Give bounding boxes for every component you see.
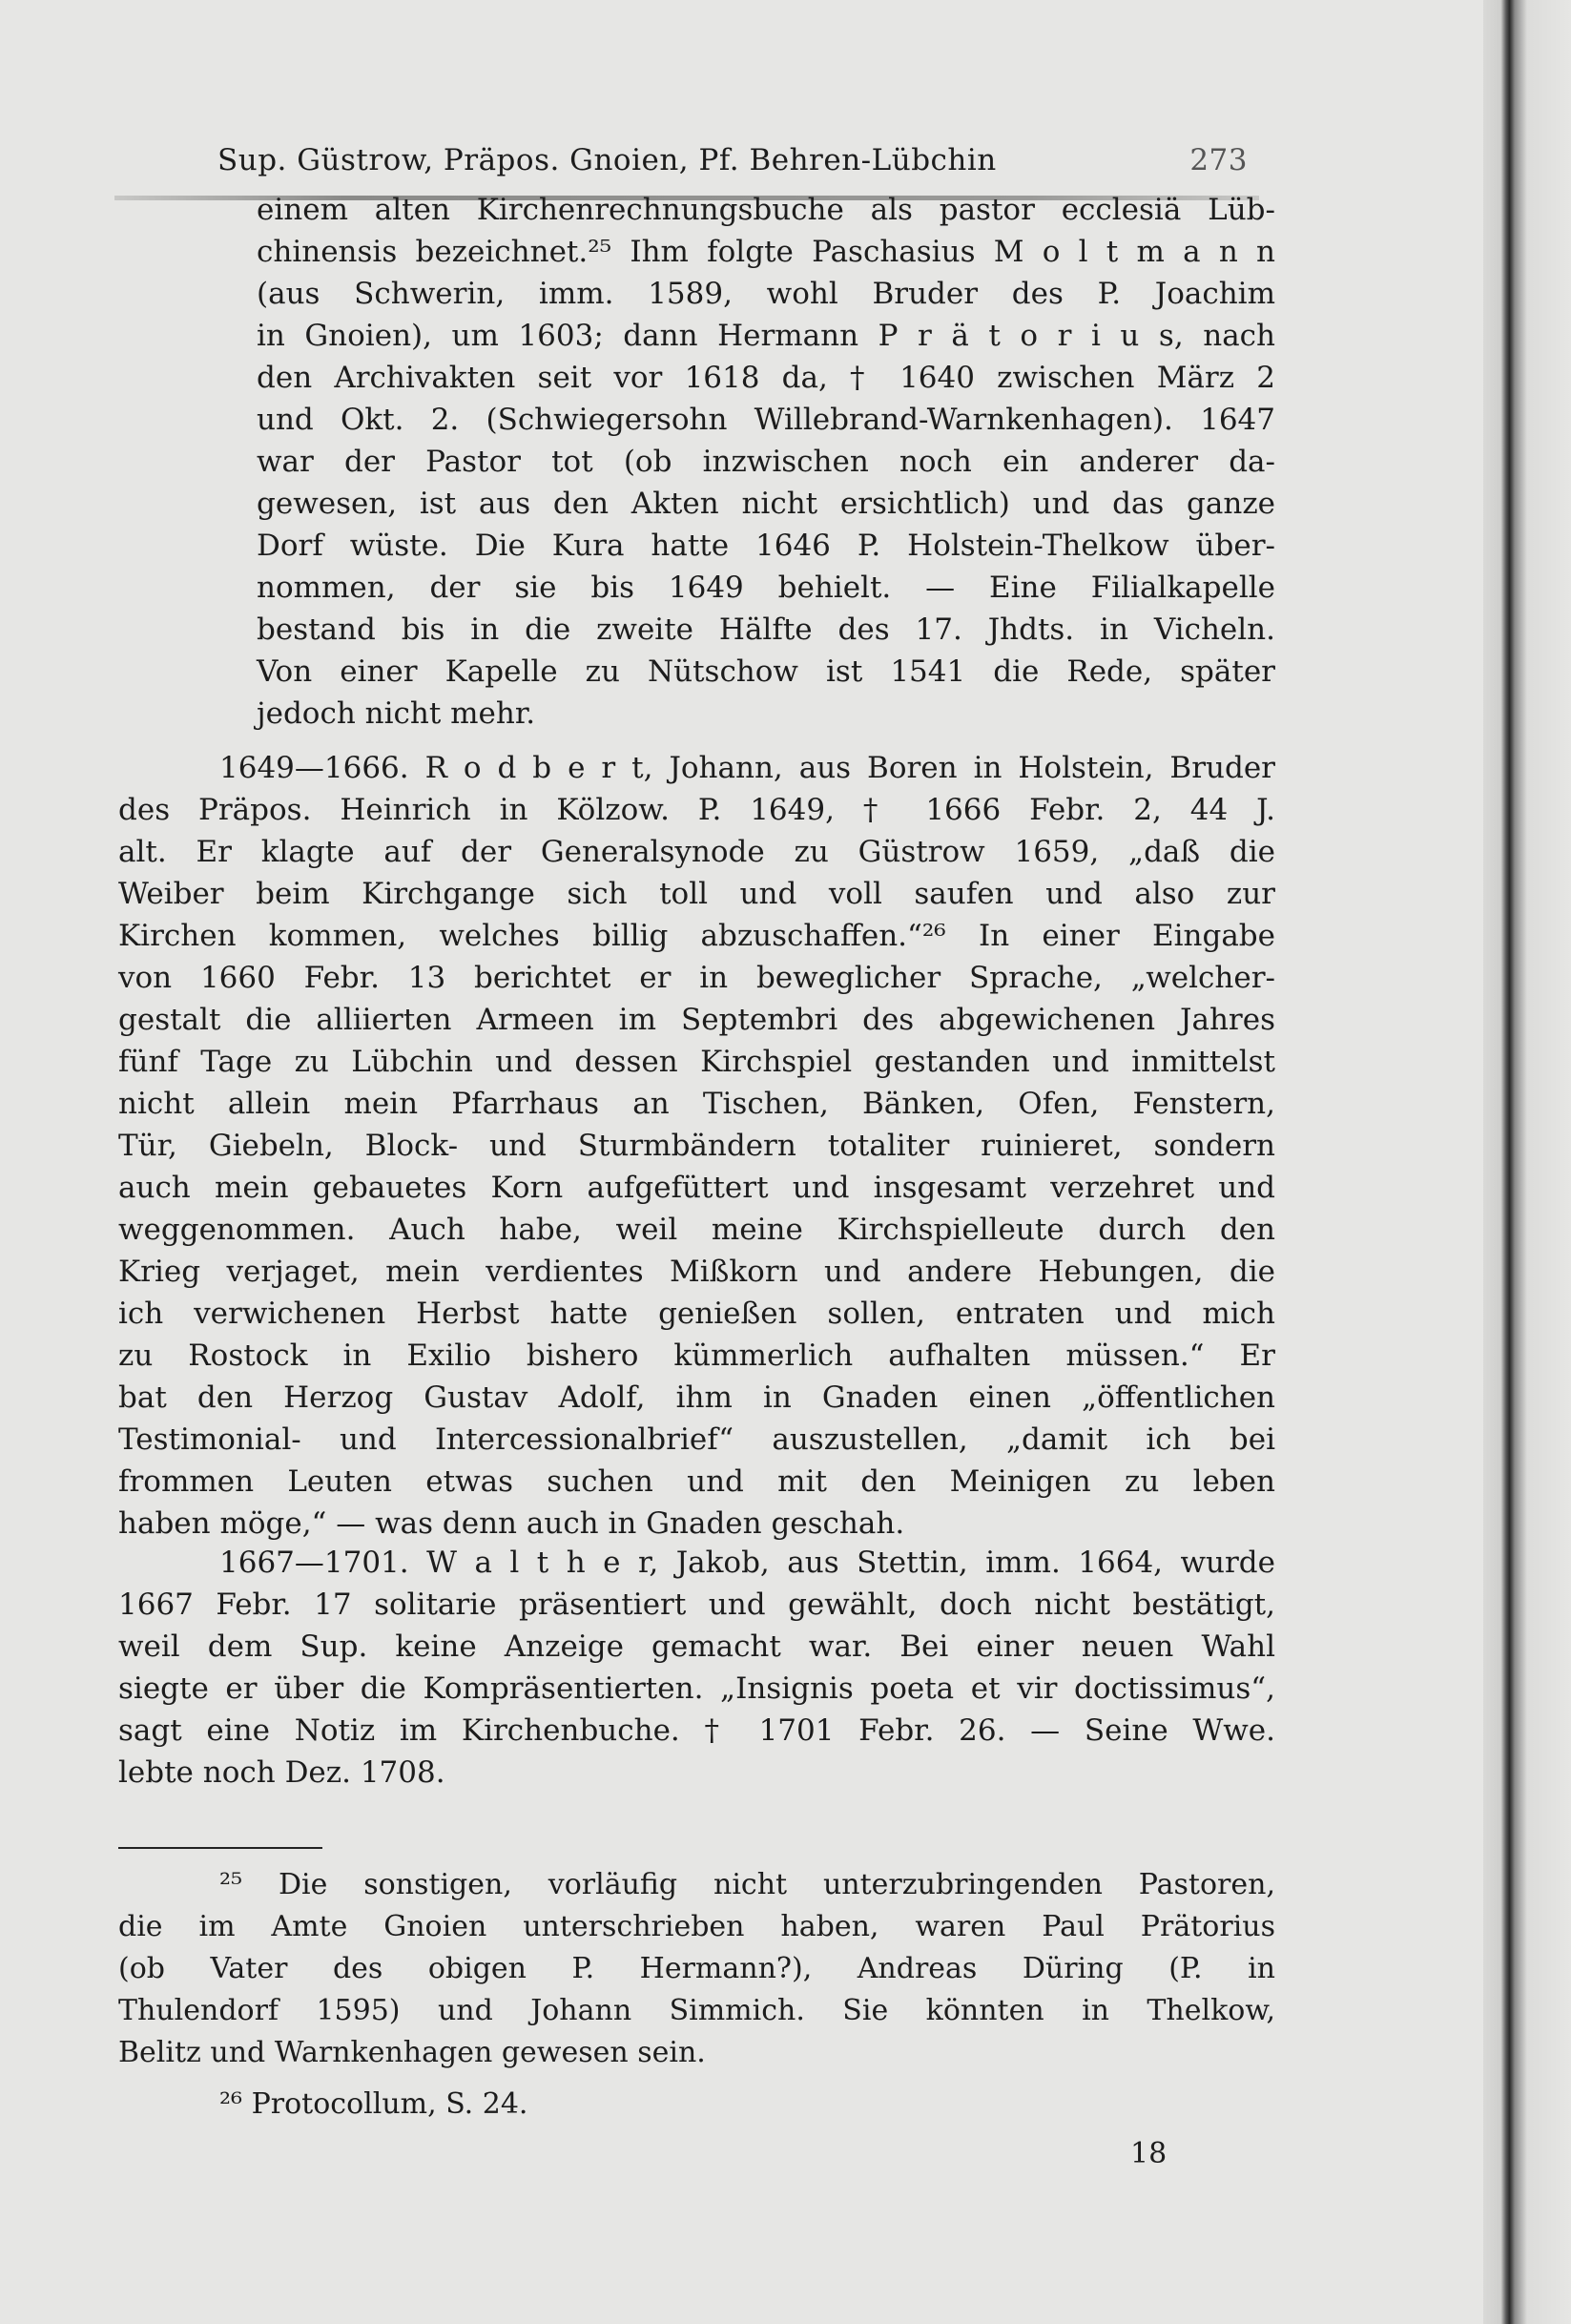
text-line: bat den Herzog Gustav Adolf, ihm in Gnaden einen „öffentlichen [118, 1380, 1275, 1415]
text-line: Tür, Giebeln, Block- und Sturmbändern totaliter ruinieret, sondern [118, 1129, 1275, 1163]
text-line: bestand bis in die zweite Hälfte des 17. Jhdts. in Vicheln. [257, 612, 1275, 647]
paragraph-2 [118, 747, 1275, 1545]
text-line: die im Amte Gnoien unterschrieben haben, waren Paul Prätorius [118, 1910, 1275, 1943]
text-line: zu Rostock in Exilio bishero kümmerlich aufhalten müssen.“ Er [118, 1338, 1275, 1373]
text-line: Krieg verjaget, mein verdientes Mißkorn und andere Hebungen, die [118, 1255, 1275, 1289]
text-line: und Okt. 2. (Schwiegersohn Willebrand-Warnkenhagen). 1647 [257, 403, 1275, 437]
text-line: (ob Vater des obigen P. Hermann?), Andreas Düring (P. in [118, 1952, 1275, 1985]
book-spine-edge [1483, 0, 1571, 2324]
text-line: Belitz und Warnkenhagen gewesen sein. [118, 2036, 706, 2069]
text-line: gestalt die alliierten Armeen im Septembri des abgewichenen Jahres [118, 1003, 1275, 1037]
text-line: war der Pastor tot (ob inzwischen noch ein anderer da- [257, 445, 1275, 479]
text-line: des Präpos. Heinrich in Kölzow. P. 1649, † 1666 Febr. 2, 44 J. [118, 793, 1275, 827]
text-line: Dorf wüste. Die Kura hatte 1646 P. Holstein-Thelkow über- [257, 529, 1275, 563]
text-line: in Gnoien), um 1603; dann Hermann P r ä t o r i u s, nach [257, 319, 1275, 353]
text-line: den Archivakten seit vor 1618 da, † 1640 zwischen März 2 [257, 361, 1275, 395]
header-title: Sup. Güstrow, Präpos. Gnoien, Pf. Behren-Lübchin [217, 143, 997, 177]
footnotes [118, 1864, 1275, 2126]
text-line: lebte noch Dez. 1708. [118, 1755, 445, 1790]
text-line: frommen Leuten etwas suchen und mit den Meinigen zu leben [118, 1464, 1275, 1499]
text-line: nicht allein mein Pfarrhaus an Tischen, Bänken, Ofen, Fenstern, [118, 1087, 1275, 1121]
text-line: fünf Tage zu Lübchin und dessen Kirchspiel gestanden und inmittelst [118, 1045, 1275, 1079]
text-line: alt. Er klagte auf der Generalsynode zu Güstrow 1659, „daß die [118, 835, 1275, 869]
running-header [217, 143, 1248, 191]
footnote-rule [118, 1847, 322, 1849]
text-line: ich verwichenen Herbst hatte genießen sollen, entraten und mich [118, 1297, 1275, 1331]
text-line: 1649—1666. R o d b e r t, Johann, aus Boren in Holstein, Bruder [219, 751, 1275, 785]
text-line: gewesen, ist aus den Akten nicht ersichtlich) und das ganze [257, 487, 1275, 521]
text-line: 1667 Febr. 17 solitarie präsentiert und gewählt, doch nicht bestätigt, [118, 1587, 1275, 1622]
text-line: Von einer Kapelle zu Nütschow ist 1541 die Rede, später [257, 654, 1275, 689]
text-line: Kirchen kommen, welches billig abzuschaffen.“²⁶ In einer Eingabe [118, 919, 1275, 953]
text-line: 1667—1701. W a l t h e r, Jakob, aus Stettin, imm. 1664, wurde [219, 1546, 1275, 1580]
page-number: 273 [1189, 143, 1248, 177]
text-line: siegte er über die Kompräsentierten. „Insignis poeta et vir doctissimus“, [118, 1671, 1275, 1706]
text-line: weggenommen. Auch habe, weil meine Kirchspielleute durch den [118, 1213, 1275, 1247]
text-line: auch mein gebauetes Korn aufgefüttert und insgesamt verzehret und [118, 1171, 1275, 1205]
text-line: Weiber beim Kirchgange sich toll und voll saufen und also zur [118, 877, 1275, 911]
signature-mark: 18 [1130, 2137, 1168, 2170]
text-line: jedoch nicht mehr. [257, 696, 536, 731]
text-line: einem alten Kirchenrechnungsbuche als pastor ecclesiä Lüb- [257, 193, 1275, 227]
text-line: sagt eine Notiz im Kirchenbuche. † 1701 Febr. 26. — Seine Wwe. [118, 1713, 1275, 1748]
paragraph-3 [118, 1542, 1275, 1794]
paragraph-1 [257, 189, 1275, 735]
text-line: (aus Schwerin, imm. 1589, wohl Bruder des P. Joachim [257, 277, 1275, 311]
text-line: ²⁵ Die sonstigen, vorläufig nicht unterzubringenden Pastoren, [219, 1868, 1275, 1901]
text-line: Testimonial- und Intercessionalbrief“ auszustellen, „damit ich bei [118, 1422, 1275, 1457]
text-line: von 1660 Febr. 13 berichtet er in beweglicher Sprache, „welcher- [118, 961, 1275, 995]
text-line: chinensis bezeichnet.²⁵ Ihm folgte Paschasius M o l t m a n n [257, 235, 1275, 269]
text-line: nommen, der sie bis 1649 behielt. — Eine Filialkapelle [257, 571, 1275, 605]
text-line: haben möge,“ — was denn auch in Gnaden geschah. [118, 1506, 905, 1541]
text-line: weil dem Sup. keine Anzeige gemacht war. Bei einer neuen Wahl [118, 1629, 1275, 1664]
text-line: Thulendorf 1595) und Johann Simmich. Sie könnten in Thelkow, [118, 1994, 1275, 2027]
text-line: ²⁶ Protocollum, S. 24. [219, 2087, 528, 2121]
